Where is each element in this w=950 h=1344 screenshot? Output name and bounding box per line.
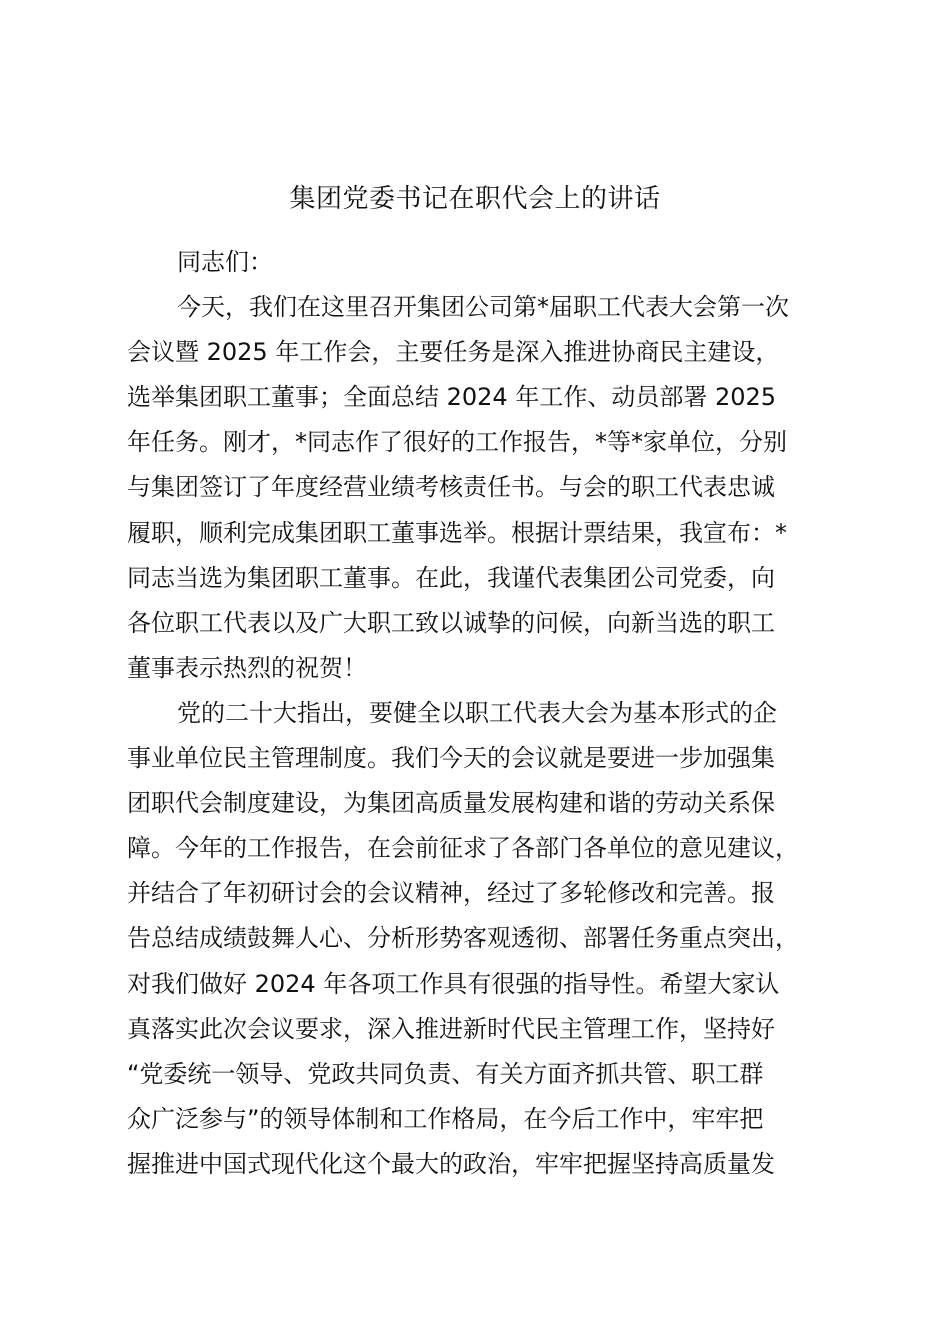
paragraph-1-line: 与集团签订了年度经营业绩考核责任书。与会的职工代表忠诚 xyxy=(127,473,775,502)
paragraph-1-line: 董事表示热烈的祝贺！ xyxy=(127,653,367,682)
paragraph-2-line: 障。今年的工作报告，在会前征求了各部门各单位的意见建议， xyxy=(127,834,799,863)
document-title: 集团党委书记在职代会上的讲话 xyxy=(289,184,661,214)
paragraph-2-line: 事业单位民主管理制度。我们今天的会议就是要进一步加强集 xyxy=(127,744,775,773)
paragraph-2-line: 对我们做好 2024 年各项工作具有很强的指导性。希望大家认 xyxy=(127,969,780,998)
paragraph-2-line: 众广泛参与”的领导体制和工作格局，在今后工作中，牢牢把 xyxy=(127,1104,764,1133)
paragraph-1-line: 同志当选为集团职工董事。在此，我谨代表集团公司党委，向 xyxy=(127,563,775,592)
paragraph-2-line: “党委统一领导、党政共同负责、有关方面齐抓共管、职工群 xyxy=(127,1059,764,1088)
paragraph-2-line: 真落实此次会议要求，深入推进新时代民主管理工作，坚持好 xyxy=(127,1014,775,1043)
paragraph-1-line: 年任务。刚才，*同志作了很好的工作报告，*等*家单位，分别 xyxy=(127,428,787,457)
document-body xyxy=(127,240,833,1187)
paragraph-2-line: 并结合了年初研讨会的会议精神，经过了多轮修改和完善。报 xyxy=(127,879,775,908)
paragraph-1-line: 今天，我们在这里召开集团公司第*届职工代表大会第一次 xyxy=(177,293,789,322)
paragraph-2-line: 党的二十大指出，要健全以职工代表大会为基本形式的企 xyxy=(177,698,777,727)
paragraph-1-line: 选举集团职工董事；全面总结 2024 年工作、动员部署 2025 xyxy=(127,383,777,412)
paragraph-2-line: 团职代会制度建设，为集团高质量发展构建和谐的劳动关系保 xyxy=(127,789,775,818)
paragraph-1-line: 各位职工代表以及广大职工致以诚挚的问候，向新当选的职工 xyxy=(127,608,775,637)
paragraph-2-line: 握推进中国式现代化这个最大的政治，牢牢把握坚持高质量发 xyxy=(127,1149,775,1178)
paragraph-2-line: 告总结成绩鼓舞人心、分析形势客观透彻、部署任务重点突出， xyxy=(127,924,799,953)
paragraph-1-line: 履职，顺利完成集团职工董事选举。根据计票结果，我宣布：* xyxy=(127,518,787,547)
paragraph-1-line: 会议暨 2025 年工作会，主要任务是深入推进协商民主建设， xyxy=(127,338,780,367)
salutation: 同志们： xyxy=(177,248,273,276)
